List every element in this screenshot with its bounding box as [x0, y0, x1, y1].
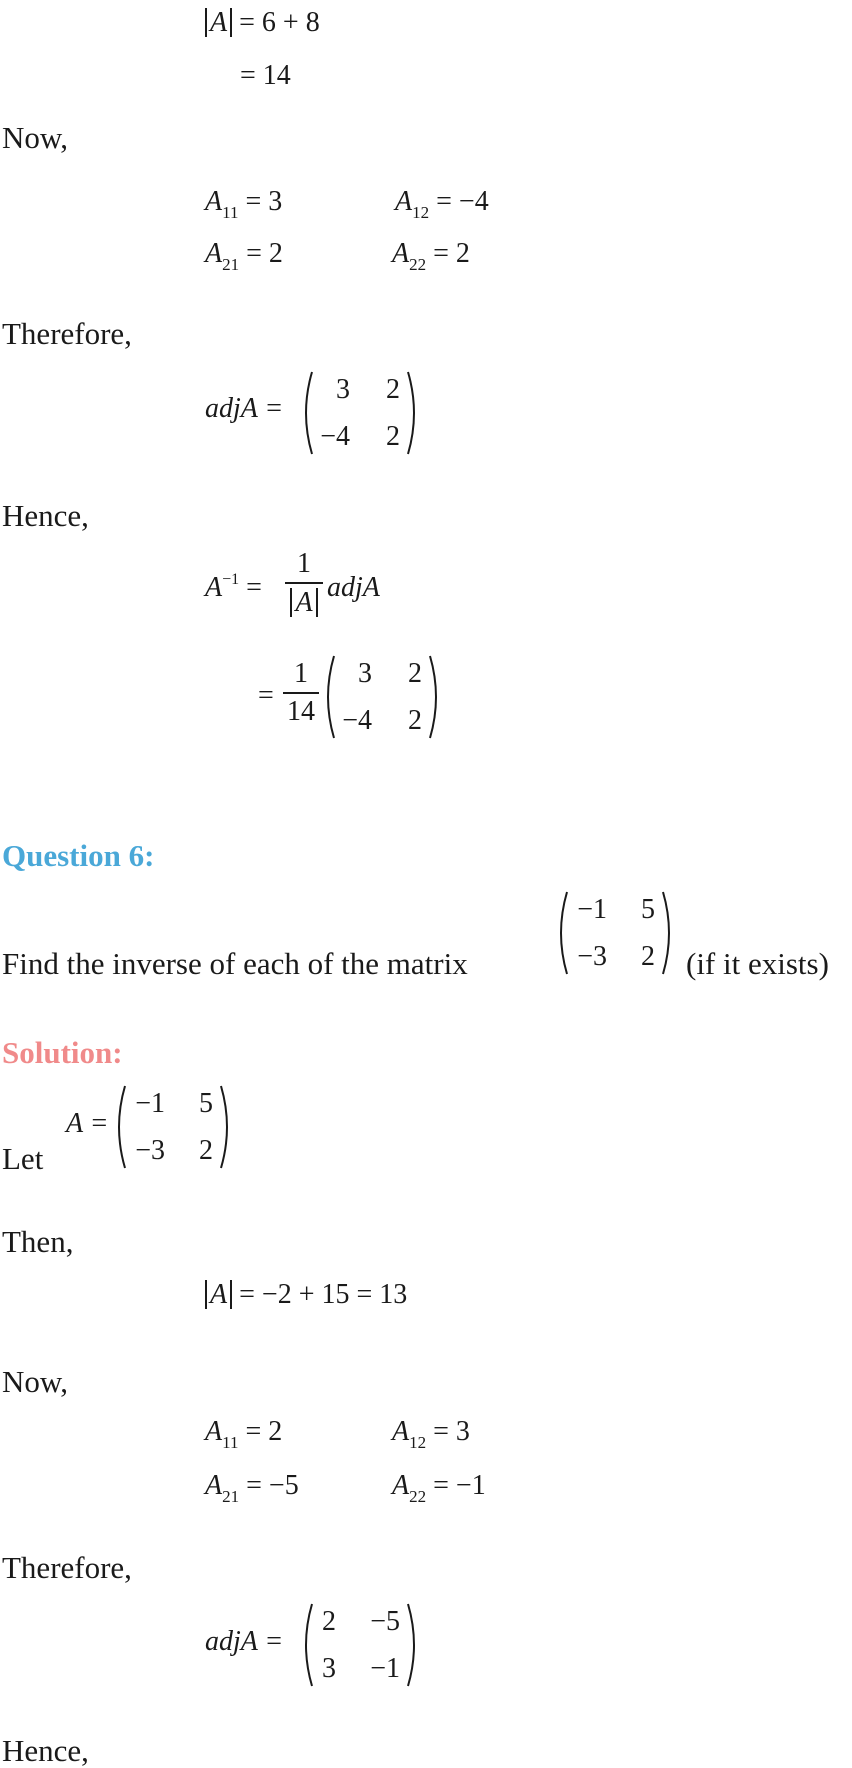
cofactor-a22: $A_{22} = 2$	[392, 238, 470, 274]
det-expression: = 6 + 8	[239, 7, 320, 38]
matrix-cell: 3	[322, 1653, 336, 1684]
then-label: Then,	[2, 1224, 74, 1259]
question-suffix: (if it exists)	[686, 946, 829, 981]
matrix-cell: 2	[386, 374, 400, 405]
inverse-fraction	[285, 550, 323, 617]
therefore-label-1: Therefore,	[2, 316, 132, 351]
matrix-cell: 2	[322, 1606, 336, 1637]
cofactor-a21: $A_{21} = -5$	[205, 1470, 299, 1506]
determinant-line-1	[205, 8, 320, 37]
adj-label-1: adjA =	[205, 393, 284, 424]
inverse-scalar	[283, 660, 319, 726]
matrix-cell: 5	[641, 894, 655, 925]
cofactor-a21: $A_{21} = 2$	[205, 238, 283, 274]
a-equals: A =	[66, 1108, 109, 1139]
matrix-cell: −1	[135, 1088, 165, 1119]
det-result: = 14	[240, 60, 291, 91]
solution-heading: Solution:	[2, 1035, 123, 1070]
matrix-cell: −1	[370, 1653, 400, 1684]
matrix-cell: −3	[577, 941, 607, 972]
matrix-cell: 2	[199, 1135, 213, 1166]
det-symbol: A	[205, 1280, 232, 1309]
fraction-denominator: A	[285, 588, 323, 617]
question-heading: Question 6:	[2, 838, 155, 873]
adj-label-2: adjA =	[205, 1626, 284, 1657]
hence-label-1: Hence,	[2, 498, 89, 533]
matrix-cell: 2	[386, 421, 400, 452]
cofactor-a12: $A_{12} = -4$	[395, 186, 489, 222]
adj-matrix-2	[300, 1600, 420, 1690]
matrix-cell: −5	[370, 1606, 400, 1637]
matrix-cell: 3	[336, 374, 350, 405]
inverse-equals: =	[258, 680, 274, 711]
inverse-adj: adjA	[327, 572, 380, 603]
cofactor-a12: $A_{12} = 3$	[392, 1416, 470, 1452]
matrix-cell: −4	[320, 421, 350, 452]
matrix-cell: −1	[577, 894, 607, 925]
matrix-cell: 5	[199, 1088, 213, 1119]
matrix-cell: 3	[358, 658, 372, 689]
now-label-1: Now,	[2, 120, 69, 155]
matrix-cell: 2	[641, 941, 655, 972]
fraction-numerator: 1	[297, 548, 311, 579]
inverse-matrix-1	[322, 652, 442, 742]
fraction-denominator: 14	[287, 696, 315, 727]
solution-determinant	[205, 1280, 407, 1309]
det-symbol: A	[205, 8, 232, 37]
now-label-2: Now,	[2, 1364, 69, 1399]
question-matrix	[555, 888, 675, 978]
question-prompt: Find the inverse of each of the matrix	[2, 946, 468, 981]
matrix-cell: −3	[135, 1135, 165, 1166]
cofactor-a11: $A_{11} = 3$	[205, 186, 283, 222]
adj-matrix-1	[300, 368, 420, 458]
matrix-cell: −4	[342, 705, 372, 736]
fraction-numerator: 1	[294, 658, 308, 689]
a-matrix	[113, 1082, 233, 1172]
det-expression: = −2 + 15 = 13	[239, 1279, 408, 1310]
inverse-lhs: $A^{-1}$ =	[205, 571, 262, 603]
matrix-cell: 2	[408, 658, 422, 689]
therefore-label-2: Therefore,	[2, 1550, 132, 1585]
cofactor-a22: $A_{22} = -1$	[392, 1470, 486, 1506]
matrix-cell: 2	[408, 705, 422, 736]
cofactor-a11: $A_{11} = 2$	[205, 1416, 283, 1452]
let-label: Let	[2, 1141, 44, 1176]
hence-label-2: Hence,	[2, 1733, 89, 1768]
determinant-line-2	[240, 62, 291, 90]
